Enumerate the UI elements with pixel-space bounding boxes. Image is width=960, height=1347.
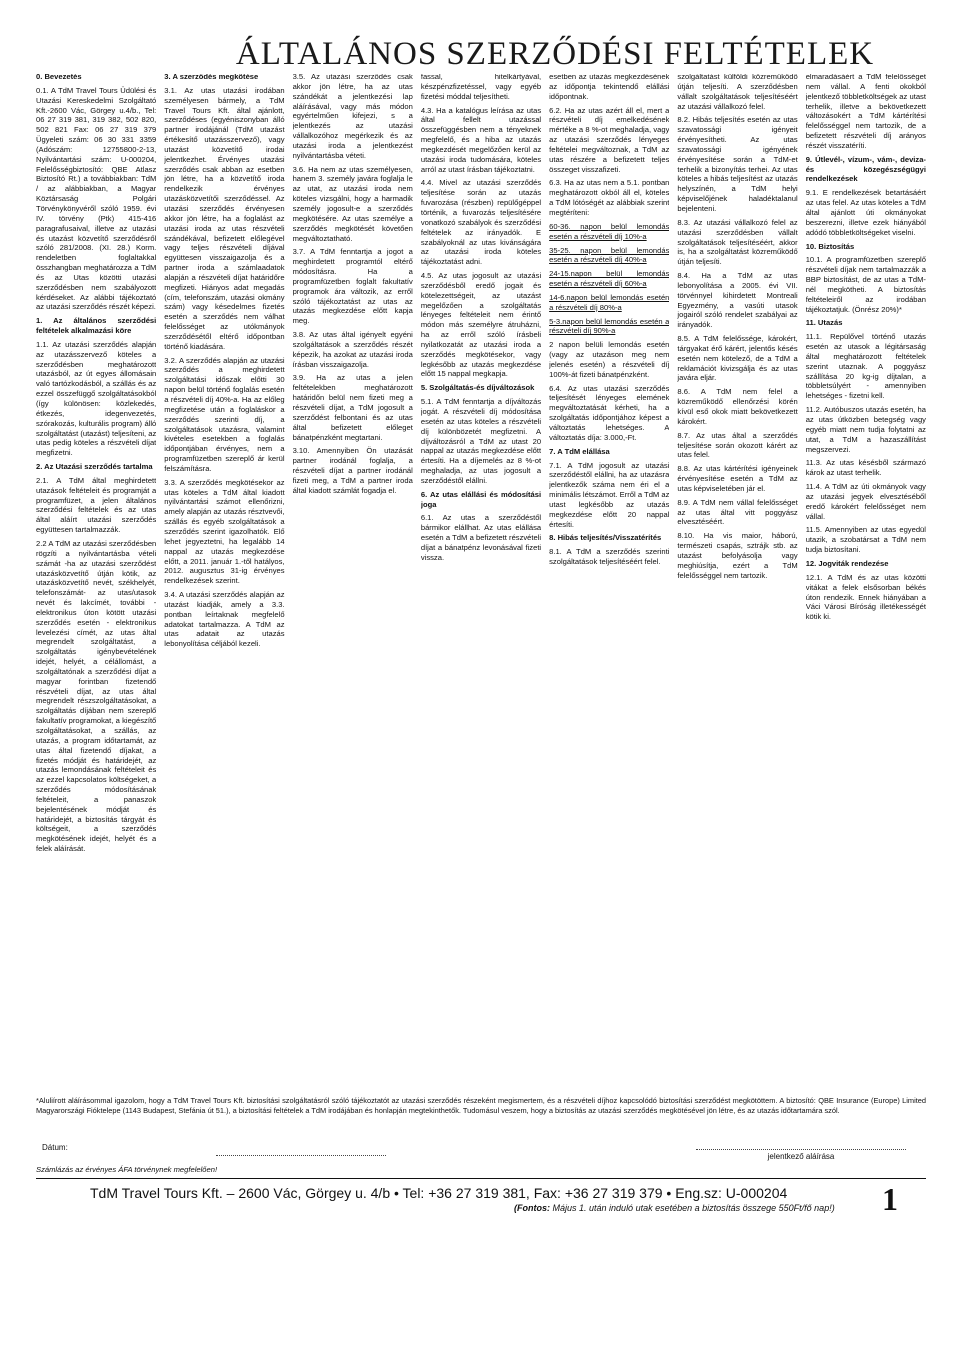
invoice-note: Számlázás az érvényes ÁFA törvénynek megfelelően! (36, 1165, 218, 1174)
paragraph: 0.1. A TdM Travel Tours Üdülési és Utazási Kereskedelmi Szolgáltató Kft.-2600 Vác, Görgey u.4/b., Tel: 06 27 319 381, 319 382, 502 820, 502 821 Fax: 06 27 319 379 Ügyeleti szám: 06 30 331 3359 (Adószám: 12755800-2-13, Nyilvántartási szám: U-000204, Felelősségbiztosító: QBE Atlasz Biztosító Rt.) a továbbiakban: TdM / az alábbiakban, a Magyar Köztársaság Polgári Törvénykönyvéről szóló 1959. évi IV. törvény (Ptk) 415-416 paragrafusaival, illetve az utazási és utazást közvetítő szerződésről szóló 281/2008. (XI. 28.) Korm. rendeletben foglaltakkal összhangban meghatározza a TdM és az Utas közötti utazási szerződésben nem szabályozott kérdéseket. Az alábbi tájékoztató az utazási szerződés részét képezi. (36, 85, 157, 312)
document-title: ÁLTALÁNOS SZERZŐDÉSI FELTÉTELEK (235, 36, 875, 72)
paragraph: 4.3. Ha a katalógus leírása az utas által fellelt utazással összefüggésben nem a tényeknek megfelelő, és a hiba az utazás megkezdését megelőzően kerül az utazási iroda tudomására, köteles arról az utast írásban tájékoztatni. (420, 105, 542, 174)
section-heading: 8. Hibás teljesítés/Visszatérítés (549, 533, 662, 543)
paragraph: 11.5. Amennyiben az utas egyedül utazik, a szobatársat a TdM nem tudja biztosítani. (805, 525, 926, 555)
column-2 (164, 74, 284, 1088)
terms-columns (36, 74, 926, 1088)
section-heading: 10. Biztosítás (805, 241, 855, 251)
insurance-notice-lead: (Fontos: (514, 1203, 550, 1213)
paragraph: 6.1. Az utas a szerződéstől bármikor elállhat. Az utas elállása esetén a TdM a befizetett részvételi díjat a bánatpénz levonásával fizeti vissza. (420, 513, 542, 562)
paragraph: 3.7. A TdM fenntartja a jogot a meghirdetett programtól eltérő módosításra. Ha a programfüzetben foglalt fakultatív programok ára változik, az erről szóló tájékoztatást az utas az utazás megkezdése előtt kapja meg. (292, 247, 413, 326)
column-5 (549, 74, 669, 1088)
paragraph: 8.7. Az utas által a szerződés teljesítése során okozott kárért az utas felel. (677, 430, 798, 460)
section-heading: 2. Az Utazási szerződés tartalma (36, 462, 153, 472)
insurance-notice (514, 1203, 835, 1213)
section-heading: 0. Bevezetés (36, 74, 82, 81)
paragraph: 3.2. A szerződés alapján az utazási szerződés a meghirdetett szolgáltatási időszak előtti 30 napon belül történő foglalás esetén a részvételi díj 40%-a. Ha az előleg megfizetése után a foglaláskor a szerződés szerinti díj, a szolgáltatások utazásra, valamint kivételes esetekben a foglalás időpontjában érvényes, nem a programfüzetben szereplő ár kerül felszámításra. (164, 355, 285, 473)
section-heading: 5. Szolgáltatás-és díjváltozások (420, 383, 535, 393)
paragraph: 4.5. Az utas jogosult az utazási szerződésből eredő jogait és kötelezettségeit, az utazást megelőzően a szolgáltatás lényeges feltételeit nem érintő módon más személyre átruházni, ha az erről szóló írásbeli nyilatkozatát az utazási iroda a szerződés megkötésekor, vagy legkésőbb az utazás megkezdése előtt 15 nappal megkapja. (420, 271, 542, 379)
paragraph: 11.1. Repülővel történő utazás esetén az utasok a légitársaság által meghatározott feltételek szerint utaznak. A poggyász szállítása 20 kg-ig díjtalan, a többletsúlyért - amennyiben lehetséges - fizetni kell. (805, 332, 926, 401)
paragraph: 8.3. Az utazási vállalkozó felel az utazási szerződésben vállalt szolgáltatások teljesítéséért, akkor is, ha a szolgáltatást közreműködő útján teljesíti. (677, 217, 798, 267)
section-heading: 7. A TdM elállása (549, 446, 610, 456)
paragraph: 3.3. A szerződés megkötésekor az utas köteles a TdM által kiadott nyilvántartási számot ellenőrizni, amely alapján az utazás résztvevői, szállás és egyéb szolgáltatások a szerződés szerint igazolhatók. Elő lehet jegyeztetni, ha legalább 14 nappal az utazás megkezdése előtt, a 2011. január 1.-től hatályos, 2012. augusztus 31-ig érvényes rendelkezések szerint. (164, 477, 285, 586)
cancellation-fee-item: 24-15.napon belül lemondás esetén a részvételi díj 60%-a (549, 269, 670, 289)
paragraph: 8.1. A TdM a szerződés szerinti szolgáltatások teljesítéséért felel. (549, 547, 670, 567)
insurance-notice-text: Május 1. után induló utak esetében a biztosítás összege 550Ft/fő nap!) (552, 1203, 835, 1213)
page-number: 1 (882, 1181, 898, 1217)
footer (36, 1178, 926, 1217)
column-6 (677, 74, 797, 1088)
paragraph: 1.1. Az utazási szerződés alapján az utazásszervező köteles a szerződésben meghatározott utazásból, az út egyes állomásain való tartózkodásból, a szállás és az ezzel összefüggő szolgáltatásokból (így különösen: közlekedés, étkezés, idegenvezetés, szórakozás, kulturális program) álló szolgáltatást (utazást) teljesíteni, az utas pedig köteles a részvételi díjat megfizetni. (36, 339, 157, 458)
section-heading: 9. Útlevél-, vízum-, vám-, deviza- és közegészségügyi rendelkezések (805, 154, 926, 184)
paragraph: 8.10. Ha vis maior, háború, természeti csapás, sztrájk stb. az utazást befolyásolja vagy meghiúsítja, ezért a TdM felelősséggel nem tartozik. (677, 531, 798, 580)
paragraph: elmaradásáért a TdM felelősséget nem vállal. A fenti okokból jelentkező többletköltségek az utast terhelik, illetve a bekövetkezett változásokért a TdM kártérítési felelősséggel nem tartozik, de a befizetett részvételi díj arányos részét visszatéríti. (805, 74, 926, 150)
cancellation-fee-item: 5-3.napon belül lemondás esetén a részvételi díj 90%-a (549, 316, 670, 336)
paragraph: szolgáltatást külföldi közreműködő útján teljesíti. A szerződésben vállalt szolgáltatások teljesítéséért az utazási vállalkozó felel. (677, 74, 798, 111)
paragraph: 11.3. Az utas késésből származó károk az utast terhelik. (805, 458, 926, 478)
paragraph: 10.1. A programfüzetben szereplő részvételi díjak nem tartalmazzák a BBP biztosítást, de az utas a TdM-nél megkötheti. A biztosítás feltételeiről az irodában tájékoztatjuk. (Önrész 20%)* (805, 255, 926, 314)
company-contact-line: TdM Travel Tours Kft. – 2600 Vác, Görgey u. 4/b • Tel: +36 27 319 381, Fax: +36 27 319 379 • Eng.sz: U-000204 (90, 1185, 788, 1201)
section-heading: 11. Utazás (805, 318, 843, 328)
insurance-footnote: *Aluliírott aláírásommal igazolom, hogy a TdM Travel Tours Kft. biztosítási szolgáltatásról szóló tájékoztatót az utazási szerződés részeként megismertem, és a részvételi díjhoz kapcsolódó biztosítási szerződést megkötöttem. A biztosító: QBE Insurance (Europe) Limited Magyarországi Fióktelepe (1143 Budapest, Stefánia út 51.), a biztosítási feltételek a TdM irodájában és honlapján megtekinthetők. Tudomásul veszem, hogy a biztosítás az utazási szerződés megkötésével jön létre, és az utazás időtartamára szól. (36, 1096, 926, 1115)
paragraph: 3.8. Az utas által igényelt egyéni szolgáltatások a szerződés részét képezik, ha azokat az utazási iroda írásban visszaigazolja. (292, 330, 413, 369)
column-1 (36, 74, 156, 1088)
paragraph: 8.9. A TdM nem vállal felelősséget az utas által vitt poggyász elvesztéséért. (677, 497, 798, 527)
paragraph: 3.5. Az utazási szerződés csak akkor jön létre, ha az utas szándékát a jelentkezési lap aláírásával, vagy más módon egyértelműen kifejezi, s a jelentkezés az utazási vállalkozóhoz megérkezik és az utazási iroda a jelentkezést nyilvántartásba véteti. (292, 74, 413, 160)
paragraph: 3.4. A utazási szerződés alapján az utazást kiadják, amely a 3.3. pontban leírtaknak megfelelő adatokat tartalmazza. A TdM az utas adatait az utazás lebonyolítása céljából kezeli. (164, 590, 285, 649)
section-heading: 6. Az utas elállási és módosítási joga (420, 489, 542, 509)
section-heading: 3. A szerződés megkötése (164, 74, 259, 81)
date-label: Dátum: (42, 1143, 68, 1152)
paragraph: 6.2. Ha az utas azért áll el, mert a részvételi díj emelkedésének mértéke a 8 %-ot meghaladja, vagy az utazási szerződés lényeges feltételei megváltoznak, a TdM az utas részére a befizetett teljes összeget visszafizeti. (549, 105, 670, 174)
paragraph: 11.4. A TdM az úti okmányok vagy az utazási jegyek elvesztéséből eredő károkért felelősséget nem vállal. (805, 482, 926, 521)
column-4 (421, 74, 541, 1088)
paragraph: 3.10. Amennyiben Ön utazását partner irodánál foglalja, a részvételi díjat a partner irodánál fizeti meg, a TdM a partner iroda által kiadott számlát fogadja el. (292, 446, 413, 495)
paragraph: 9.1. E rendelkezések betartásáért az utas felel. Az utas köteles a TdM által ajánlott úti okmányokat beszerezni, illetve ezek hiányából adódó többletköltségeket viselni. (805, 188, 926, 237)
cancellation-fee-item: 2 napon belüli lemondás esetén (vagy az utazáson meg nem jelenés esetén) a részvételi díj 100%-át fizeti bánatpénzként. (549, 340, 670, 379)
paragraph: 6.4. Az utas utazási szerződés teljesítését lényeges elemének megváltoztatását kérheti, ha a szolgáltatás időpontjához képest a változtatás lehetséges. A változtatás díja: 3.000,-Ft. (549, 383, 670, 442)
paragraph: 7.1. A TdM jogosult az utazási szerződéstől elállni, ha az utazásra jelentkezők száma nem éri el a minimális létszámot. Erről a TdM az utast legkésőbb az utazás megkezdése előtt 20 nappal értesíti. (549, 460, 670, 529)
section-heading: 12. Jogviták rendezése (805, 558, 889, 568)
date-field[interactable] (216, 1155, 386, 1156)
cancellation-fee-item: 60-36. napon belül lemondás esetén a részvételi díj 10%-a (549, 221, 670, 241)
column-3 (293, 74, 413, 1088)
paragraph: 8.4. Ha a TdM az utas lebonyolítása a 2005. évi VII. törvénnyel kihirdetett Montreali Egyezmény, a vasúti utasok jogairól szóló rendelet szabályai az irányadók. (677, 271, 798, 330)
paragraph: esetben az utazás megkezdésének az időpontja tekintendő elállási időpontnak. (549, 74, 670, 101)
paragraph: 6.3. Ha az utas nem a 5.1. pontban meghatározott okból áll el, köteles a TdM lótóségét az alábbiak szerint megtéríteni: (549, 178, 670, 217)
paragraph: 5.1. A TdM fenntartja a díjváltozás jogát. A részvételi díj módosítása esetén az utas köteles a részvételi díj különbözetét megfizetni. A díjváltozásról a TdM az utast 20 nappal az utazás megkezdése előtt értesíti. Ha a díjemelés az 8 %-ot meghaladja, az utas jogosult a szerződéstől elállni. (420, 397, 542, 485)
paragraph: 8.6. A TdM nem felel a közreműködő ellenőrzési körén kívül eső okok miatt bekövetkezett károkért. (677, 387, 798, 426)
paragraph: 2.2 A TdM az utazási szerződésben rögzíti a nyilvántartásba vételi számát -ha az utazási szerződést utazásközvetítő útján kötik, az utazásközvetítő nevét, székhelyét, telefonszámát- az utas/utasok nevét és lakcímét, további - elektronikus úton kötött utazási szerződés esetén - elektronikus levelezési címét, az utas által megrendelt szolgáltatást, a szolgáltatás igénybevételének idejét, helyét, a célállomást, a szolgáltatónak a szerződési díjat a magyar forintban fizetendő részvételi díjat, az utas által megrendelt részszolgáltatásokat, a szolgáltatás díjában nem szereplő fakultatív programokat, a kiegészítő szolgáltatásokat, a szállás, az utazás, a program időtartamát, az utas által fizetendő díjakat, a fizetés módját és határidejét, az utazás lemondásának feltételeit és az ezzel kapcsolatos költségeket, a szerződés módosításának feltételeit, a panaszok bejelentésének módját és határidejét, a biztosítás tárgyát és költségeit, a szerződés megkötésének idejét, helyét és a felek aláírását. (36, 538, 157, 854)
paragraph: 8.2. Hibás teljesítés esetén az utas szavatossági igényeit érvényesítheti. Az utas szavatossági igényének érvényesítése során a TdM-et terhelik a bizonyítás terhei. Az utas köteles a hibás teljesítést az utazás helyszínén, a TdM helyi képviselőjének haladéktalanul bejelenteni. (677, 115, 798, 213)
column-7 (806, 74, 926, 1088)
paragraph: 11.2. Autóbuszos utazás esetén, ha az utas útközben betegség vagy egyéb miatt nem tudja folytatni az utat, a TdM a hazaszállítást megszervezi. (805, 405, 926, 454)
section-heading: 1. Az általános szerződési feltételek alkalmazási köre (36, 316, 157, 336)
signature-field[interactable] (696, 1143, 906, 1150)
paragraph: 8.8. Az utas kártérítési igényeinek érvényesítése esetén a TdM az utas képviseletében jár el. (677, 464, 798, 493)
signature-label: jelentkező aláírása (767, 1152, 835, 1161)
signature-block (696, 1143, 906, 1161)
paragraph: 4.4. Mivel az utazási szerződés teljesítése során az utazás fuvarozása (részben) repülőgéppel történik, a fuvarozás teljesítésére vonatkozó szabályok és szerződési feltételek az irányadók. E szabályoknál az utas kivánságára az utazási iroda köteles tájékoztatást adni. (420, 178, 542, 267)
cancellation-fee-item: 35-25. napon belül lemondás esetén a részvételi díj 40%-a (549, 245, 670, 265)
paragraph: 2.1. A TdM által meghirdetett utazások feltételeit és programját a programfüzet, a jelen általános szerződési feltételek és az utas által aláírt utazási szerződés együttesen tartalmazzák. (36, 475, 157, 535)
paragraph: 3.9. Ha az utas a jelen feltételekben meghatározott határidőn belül nem fizeti meg a részvételi díjat, a TdM jogosult a szerződést felbontani és az utas által befizetett előleget bánatpénzként megtartani. (292, 373, 413, 442)
paragraph: fassal, hitelkártyával, készpénzfizetéssel, vagy egyéb fizetési móddal teljesítheti. (420, 74, 542, 101)
paragraph: 3.6. Ha nem az utas személyesen, hanem 3. személy javára foglalja le az utat, az utazási iroda nem köteles vizsgálni, hogy a harmadik személy jogosult-e a szerződés megkötésére. Az utas személye a szerződés megkötését követően megváltoztatható. (292, 164, 413, 243)
cancellation-fee-item: 14-6.napon belül lemondás esetén a részvételi díj 80%-a (549, 292, 670, 312)
paragraph: 12.1. A TdM és az utas közötti vitákat a felek elsősorban békés úton rendezik. Ennek hiányában a Váci Városi Bíróság illetékességét kötik ki. (805, 572, 926, 622)
paragraph: 3.1. Az utas utazási irodában személyesen bármely, a TdM Travel Tours Kft. által ajánlott, szerződéses (egyéniszonyban álló partner irodájánál (TdM utazást értékesítő utazásszervező), vagy utazást közvetítő irodai jelentkezhet. Érvényes utazási szerződés csak abban az esetben jön létre, ha a közvetítő iroda rendelkezik érvényes utazásközvetítői szerződéssel. Az utazási szerződés érvényesen akkor jön létre, ha a foglalást az utazási iroda az utas részvételi szándékával, befizetett előlegével vagy teljes részvételi díjával együttesen visszaigazolja és a partner iroda a számlaadatok alapján a részvételi díjat határidőre megfizeti. Hiányos adat megadás (cím, telefonszám, utazási okmány szám) vagy késedelmes fizetés esetén a szerződés nem válhat felelősséget az utókmányok szerződésétől eltérő időpontban történő kiadására. (164, 85, 285, 351)
paragraph: 8.5. A TdM felelőssége, károkért, tárgyakat érő kárért, jelentős késés esetén nem kötelező, de a TdM a reklamációt kivizsgálja és az utas javára eljár. (677, 334, 798, 383)
